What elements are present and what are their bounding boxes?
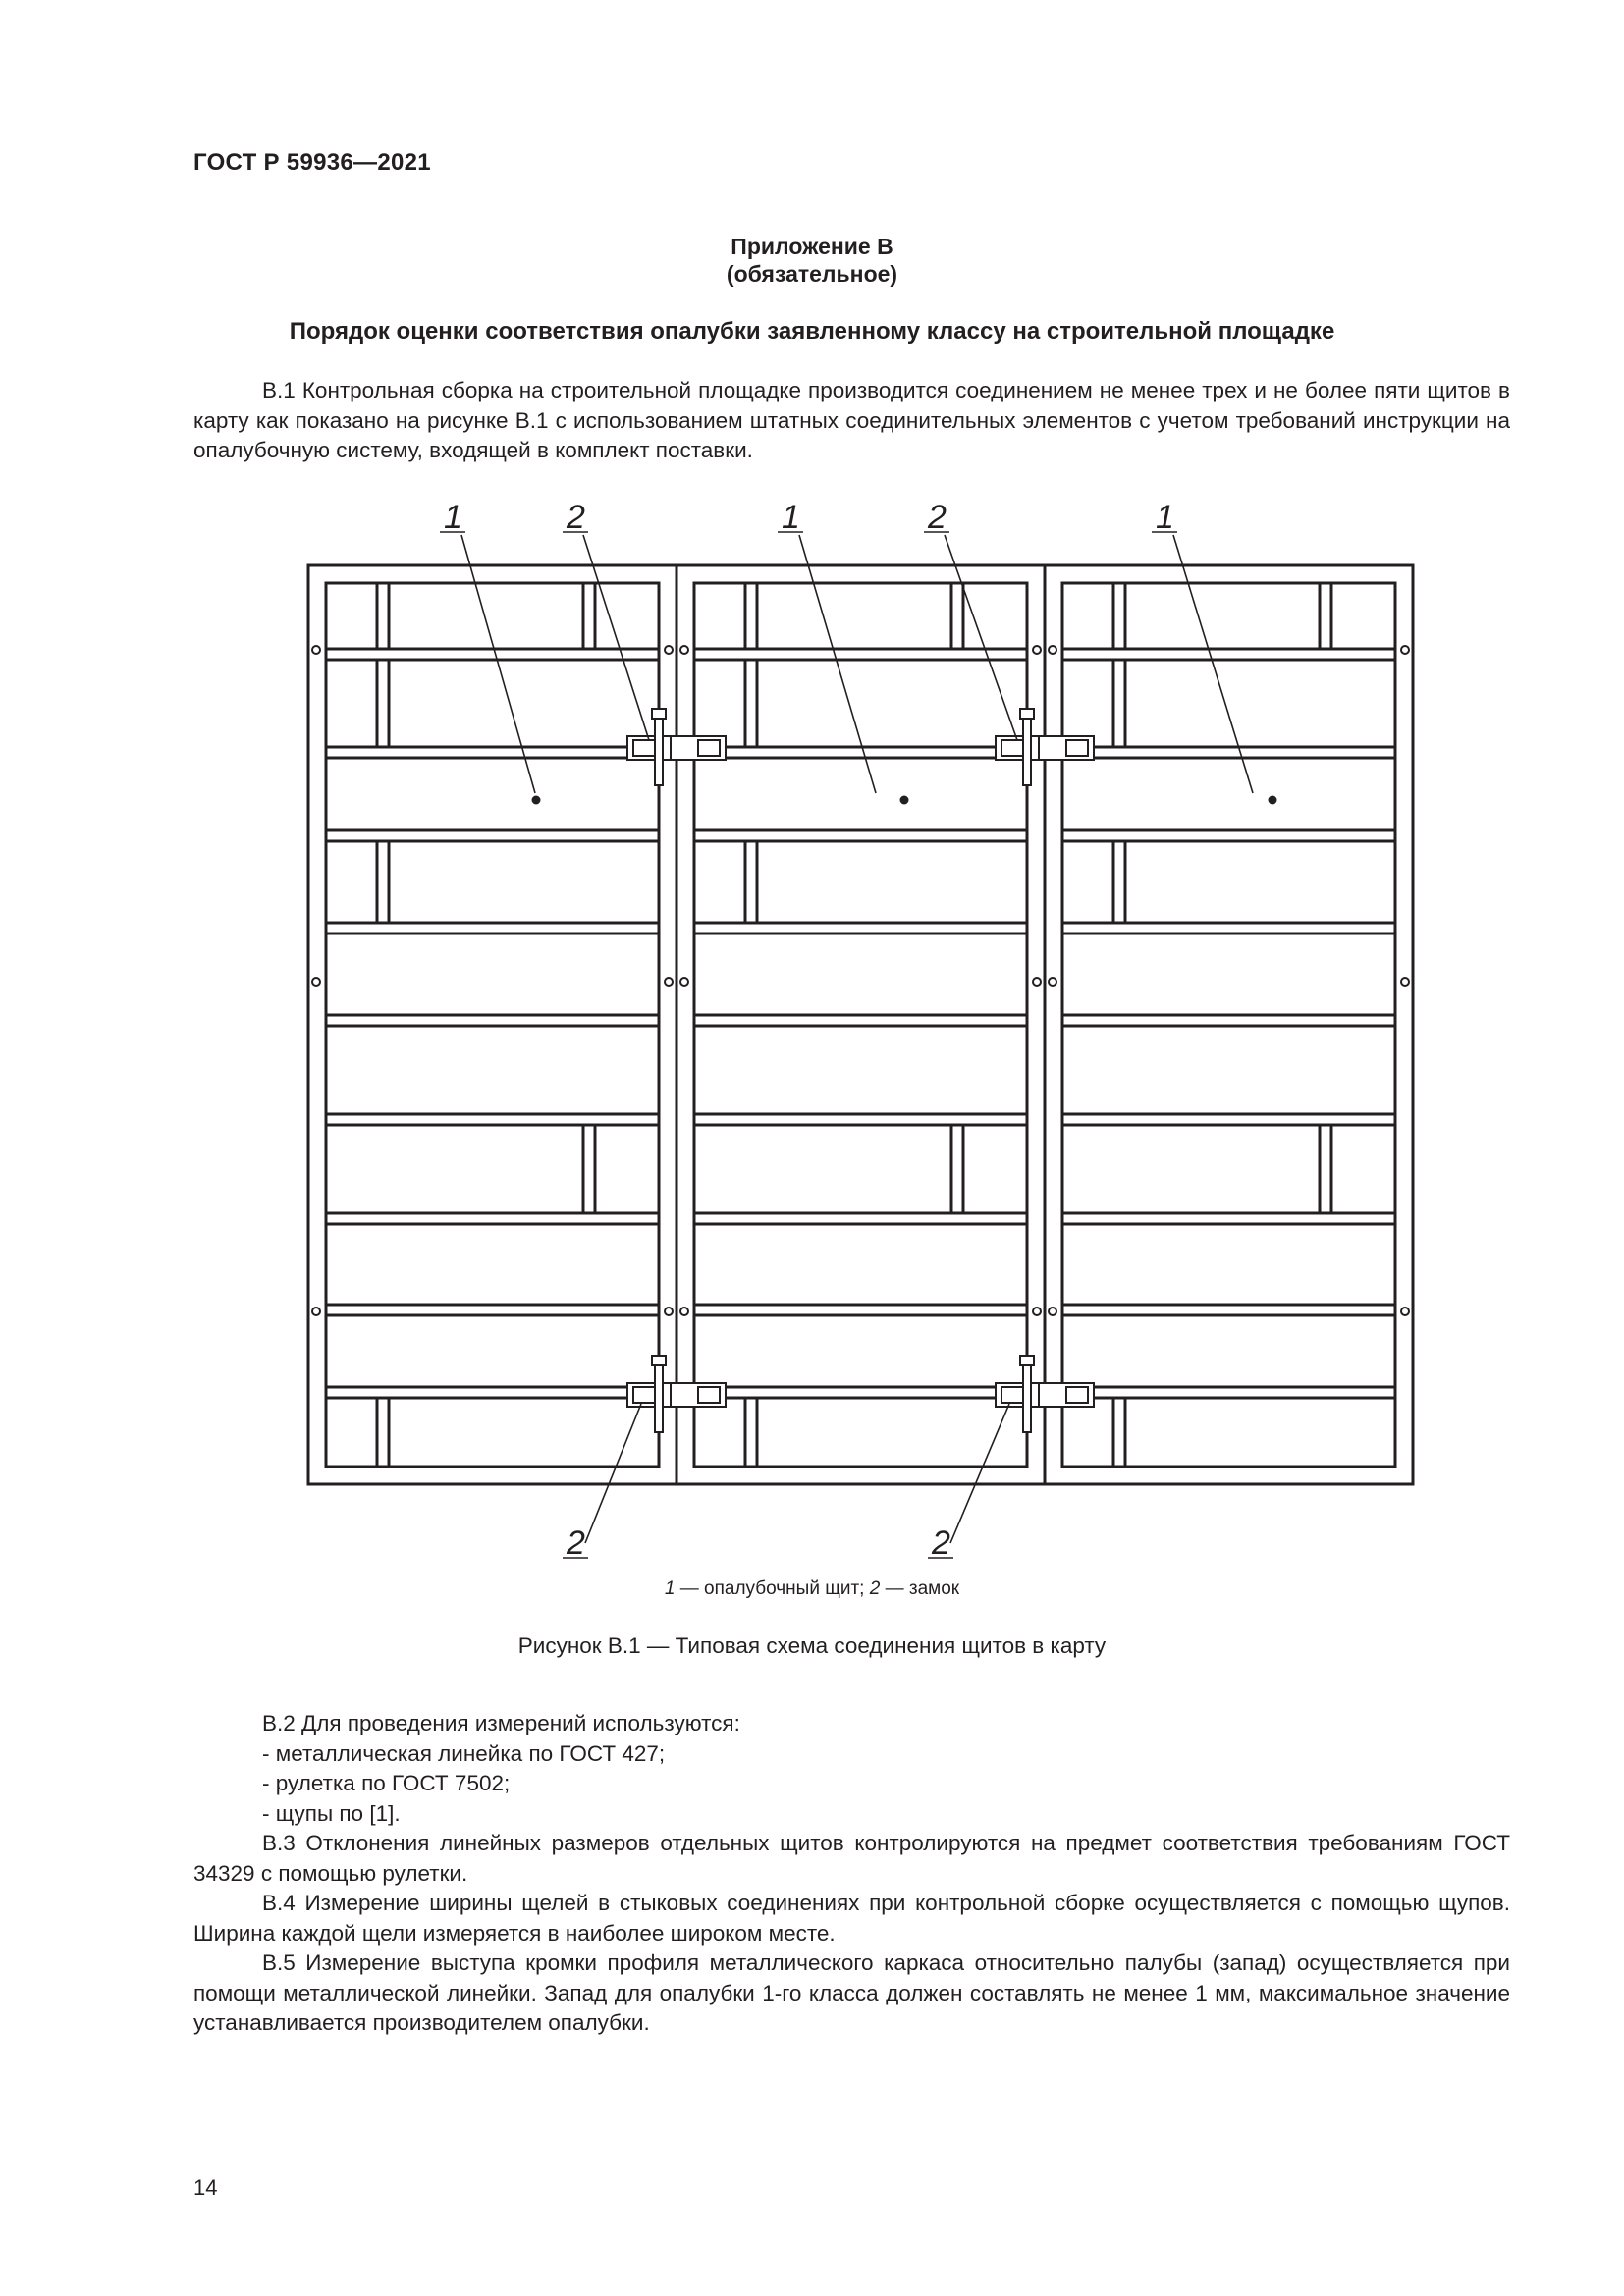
callout-leader-line: [950, 1404, 1009, 1543]
bolt-hole: [312, 1308, 320, 1315]
lock-clamp-jaw: [633, 1387, 655, 1403]
page-number: 14: [193, 2175, 218, 2200]
paragraph-b3: В.3 Отклонения линейных размеров отдельных щитов контролируются на предмет соответствия требованиям ГОСТ 34329 с помощью рулетки.: [193, 1831, 1510, 1886]
bolt-hole: [1401, 1308, 1409, 1315]
bolt-hole: [1049, 978, 1056, 986]
panel-center-dot: [1270, 797, 1275, 803]
callout-lock-label: 2: [932, 1524, 950, 1561]
paragraphs-b2-b5-block: [193, 1709, 1510, 2039]
bolt-hole: [665, 646, 673, 654]
lock-wedge-head: [652, 1356, 666, 1365]
lock-wedge-head: [1020, 1356, 1034, 1365]
bolt-hole: [1033, 646, 1041, 654]
list-item: - рулетка по ГОСТ 7502;: [262, 1771, 511, 1795]
bolt-hole: [1049, 646, 1056, 654]
lock-wedge-head: [1020, 709, 1034, 719]
bolt-hole: [1033, 1308, 1041, 1315]
callout-shield-label: 1: [782, 499, 800, 536]
callout-leader-line: [585, 1404, 641, 1543]
lock-clamp-jaw: [633, 740, 655, 756]
lock-wedge: [1023, 715, 1031, 785]
bolt-hole: [680, 646, 688, 654]
callout-leader-line: [1173, 535, 1253, 793]
lock-wedge-head: [652, 709, 666, 719]
section-title: Порядок оценки соответствия опалубки заявленному классу на строительной площадке: [289, 318, 1335, 345]
bolt-hole: [665, 978, 673, 986]
lock-wedge: [655, 1362, 663, 1432]
lock-clamp-jaw: [1001, 740, 1023, 756]
list-item: - металлическая линейка по ГОСТ 427;: [262, 1740, 666, 1766]
lock-wedge: [655, 715, 663, 785]
bolt-hole: [1033, 978, 1041, 986]
bolt-hole: [680, 1308, 688, 1315]
paragraph-b4: В.4 Измерение ширины щелей в стыковых соединениях при контрольной сборке осуществляется с помощью щупов. Ширина каждой щели измеряется в наиболее широком месте.: [193, 1891, 1510, 1946]
list-item: - щупы по [1].: [262, 1800, 401, 1826]
panel-center-dot: [533, 797, 539, 803]
lock-clamp-jaw: [1001, 1387, 1023, 1403]
bolt-hole: [665, 1308, 673, 1315]
legend-text-2: — замок: [880, 1578, 960, 1599]
bolt-hole: [680, 978, 688, 986]
document-header: ГОСТ Р 59936—2021: [193, 149, 431, 176]
callout-leader-line: [799, 535, 876, 793]
lock-clamp-jaw: [1066, 740, 1088, 756]
legend-number-2: 2: [869, 1578, 881, 1599]
annex-status: (обязательное): [726, 261, 898, 287]
lock-wedge: [1023, 1362, 1031, 1432]
figure-legend: [0, 1578, 1624, 1600]
callout-shield-label: 1: [1156, 499, 1174, 536]
panel-center-dot: [901, 797, 907, 803]
bolt-hole: [1401, 646, 1409, 654]
bolt-hole: [312, 978, 320, 986]
paragraph-b2-intro: В.2 Для проведения измерений используются:: [262, 1711, 740, 1735]
legend-text-1: — опалубочный щит;: [675, 1578, 870, 1599]
bolt-hole: [1401, 978, 1409, 986]
lock-clamp-jaw: [698, 740, 720, 756]
callout-lock-label: 2: [567, 1524, 585, 1561]
callout-lock-label: 2: [567, 499, 585, 536]
annex-title: Приложение В: [731, 234, 893, 259]
paragraph-b1: В.1 Контрольная сборка на строительной площадке производится соединением не менее трех и не более пяти щитов в карту как показано на рисунке В.1 с использованием штатных соединительных элементов с учетом требований инструкции на опалубочную систему, входящей в комплект поставки.: [193, 378, 1510, 462]
paragraph-b1-block: [193, 376, 1510, 466]
lock-clamp-jaw: [698, 1387, 720, 1403]
legend-number-1: 1: [664, 1578, 676, 1599]
callout-shield-label: 1: [444, 499, 462, 536]
formwork-assembly-figure: [0, 481, 1624, 1561]
callout-leader-line: [461, 535, 535, 793]
callout-lock-label: 2: [928, 499, 947, 536]
bolt-hole: [1049, 1308, 1056, 1315]
lock-clamp-jaw: [1066, 1387, 1088, 1403]
bolt-hole: [312, 646, 320, 654]
figure-caption: Рисунок В.1 — Типовая схема соединения щитов в карту: [517, 1633, 1107, 1658]
paragraph-b5: В.5 Измерение выступа кромки профиля металлического каркаса относительно палубы (запад) осуществляется при помощи металлической линейки. Запад для опалубки 1-го класса должен составлять не менее 1 мм, максимальное значение устанавливается производителем опалубки.: [193, 1950, 1510, 2035]
